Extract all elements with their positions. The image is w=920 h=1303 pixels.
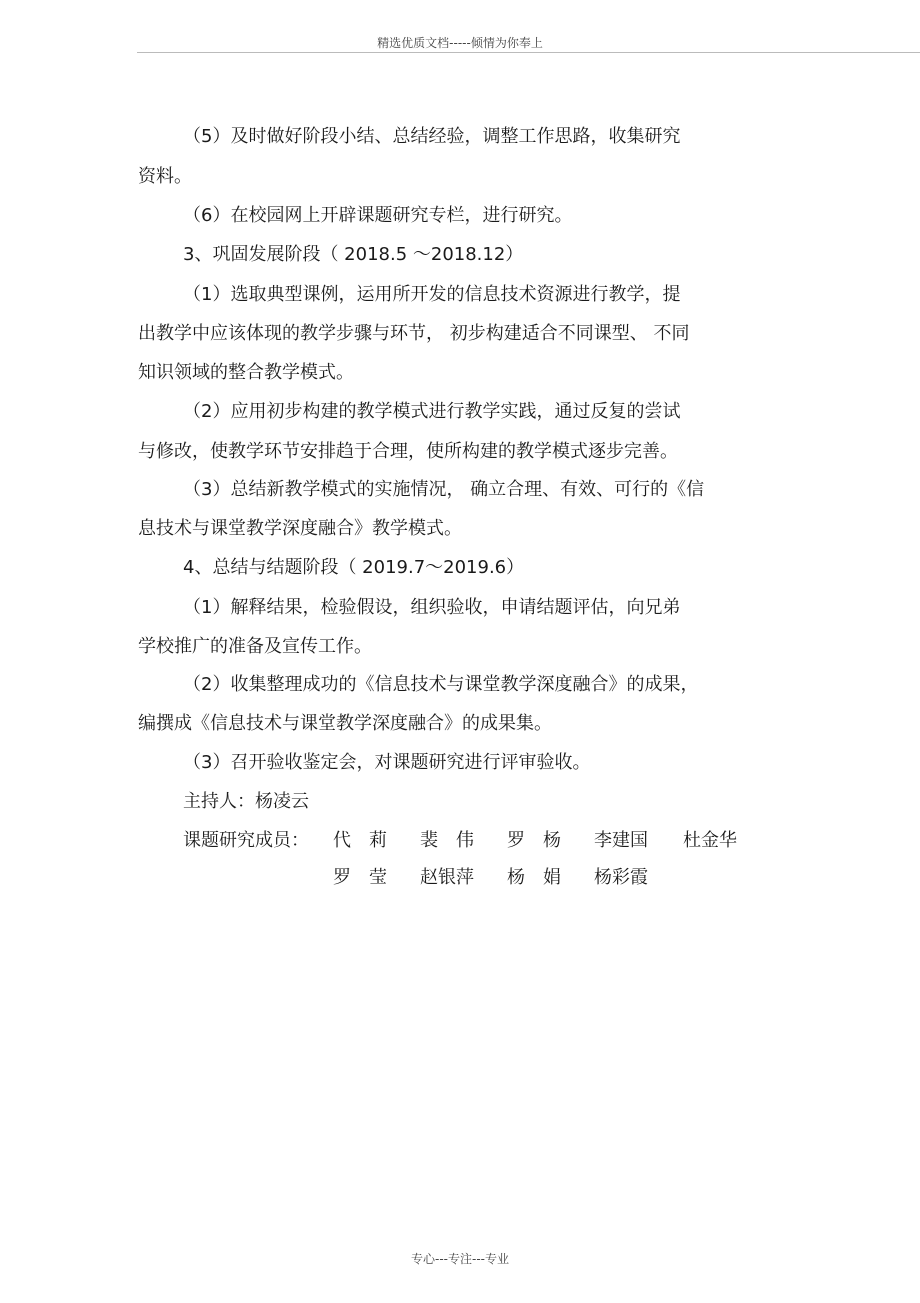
phase3-item-1-cont: 出教学中应该体现的教学步骤与环节， 初步构建适合不同课型、 不同: [138, 323, 690, 344]
phase4-item-2-cont: 编撰成《信息技术与课堂教学深度融合》的成果集。: [138, 713, 552, 734]
member-name: 罗 莹: [333, 867, 387, 888]
member-name: 李建国: [594, 830, 648, 851]
member-name: 杨 娟: [507, 867, 561, 888]
page-header: 精选优质文档-----倾情为你奉上: [377, 36, 543, 50]
phase-4-heading: 4、总结与结题阶段（ 2019.7～2019.6）: [183, 557, 525, 578]
member-name: 裴 伟: [420, 830, 474, 851]
phase4-item-3: （3）召开验收鉴定会，对课题研究进行评审验收。: [183, 752, 591, 773]
member-name: 罗 杨: [507, 830, 561, 851]
step-6: （6）在校园网上开辟课题研究专栏，进行研究。: [183, 205, 573, 226]
host-line: 主持人：杨凌云: [183, 791, 309, 812]
phase4-item-2: （2）收集整理成功的《信息技术与课堂教学深度融合》的成果，: [183, 674, 699, 695]
step-5: （5）及时做好阶段小结、总结经验，调整工作思路，收集研究: [183, 126, 681, 147]
members-label: 课题研究成员：: [183, 830, 309, 851]
phase4-item-1-cont: 学校推广的准备及宣传工作。: [138, 636, 372, 657]
phase3-item-3-cont: 息技术与课堂教学深度融合》教学模式。: [138, 518, 462, 539]
page-footer: 专心---专注---专业: [411, 1252, 509, 1266]
phase-3-heading: 3、巩固发展阶段（ 2018.5 ～2018.12）: [183, 244, 524, 265]
step-5-cont: 资料。: [138, 166, 192, 187]
phase4-item-1: （1）解释结果，检验假设，组织验收，申请结题评估，向兄弟: [183, 597, 681, 618]
member-name: 赵银萍: [420, 867, 474, 888]
header-divider: [137, 52, 920, 53]
member-name: 杜金华: [683, 830, 737, 851]
phase3-item-2: （2）应用初步构建的教学模式进行教学实践，通过反复的尝试: [183, 401, 681, 422]
phase3-item-1-cont2: 知识领域的整合教学模式。: [138, 362, 354, 383]
phase3-item-3: （3）总结新教学模式的实施情况， 确立合理、有效、可行的《信: [183, 479, 705, 500]
member-name: 代 莉: [333, 830, 387, 851]
phase3-item-1: （1）选取典型课例，运用所开发的信息技术资源进行教学，提: [183, 284, 681, 305]
phase3-item-2-cont: 与修改，使教学环节安排趋于合理，使所构建的教学模式逐步完善。: [138, 441, 678, 462]
member-name: 杨彩霞: [594, 867, 648, 888]
